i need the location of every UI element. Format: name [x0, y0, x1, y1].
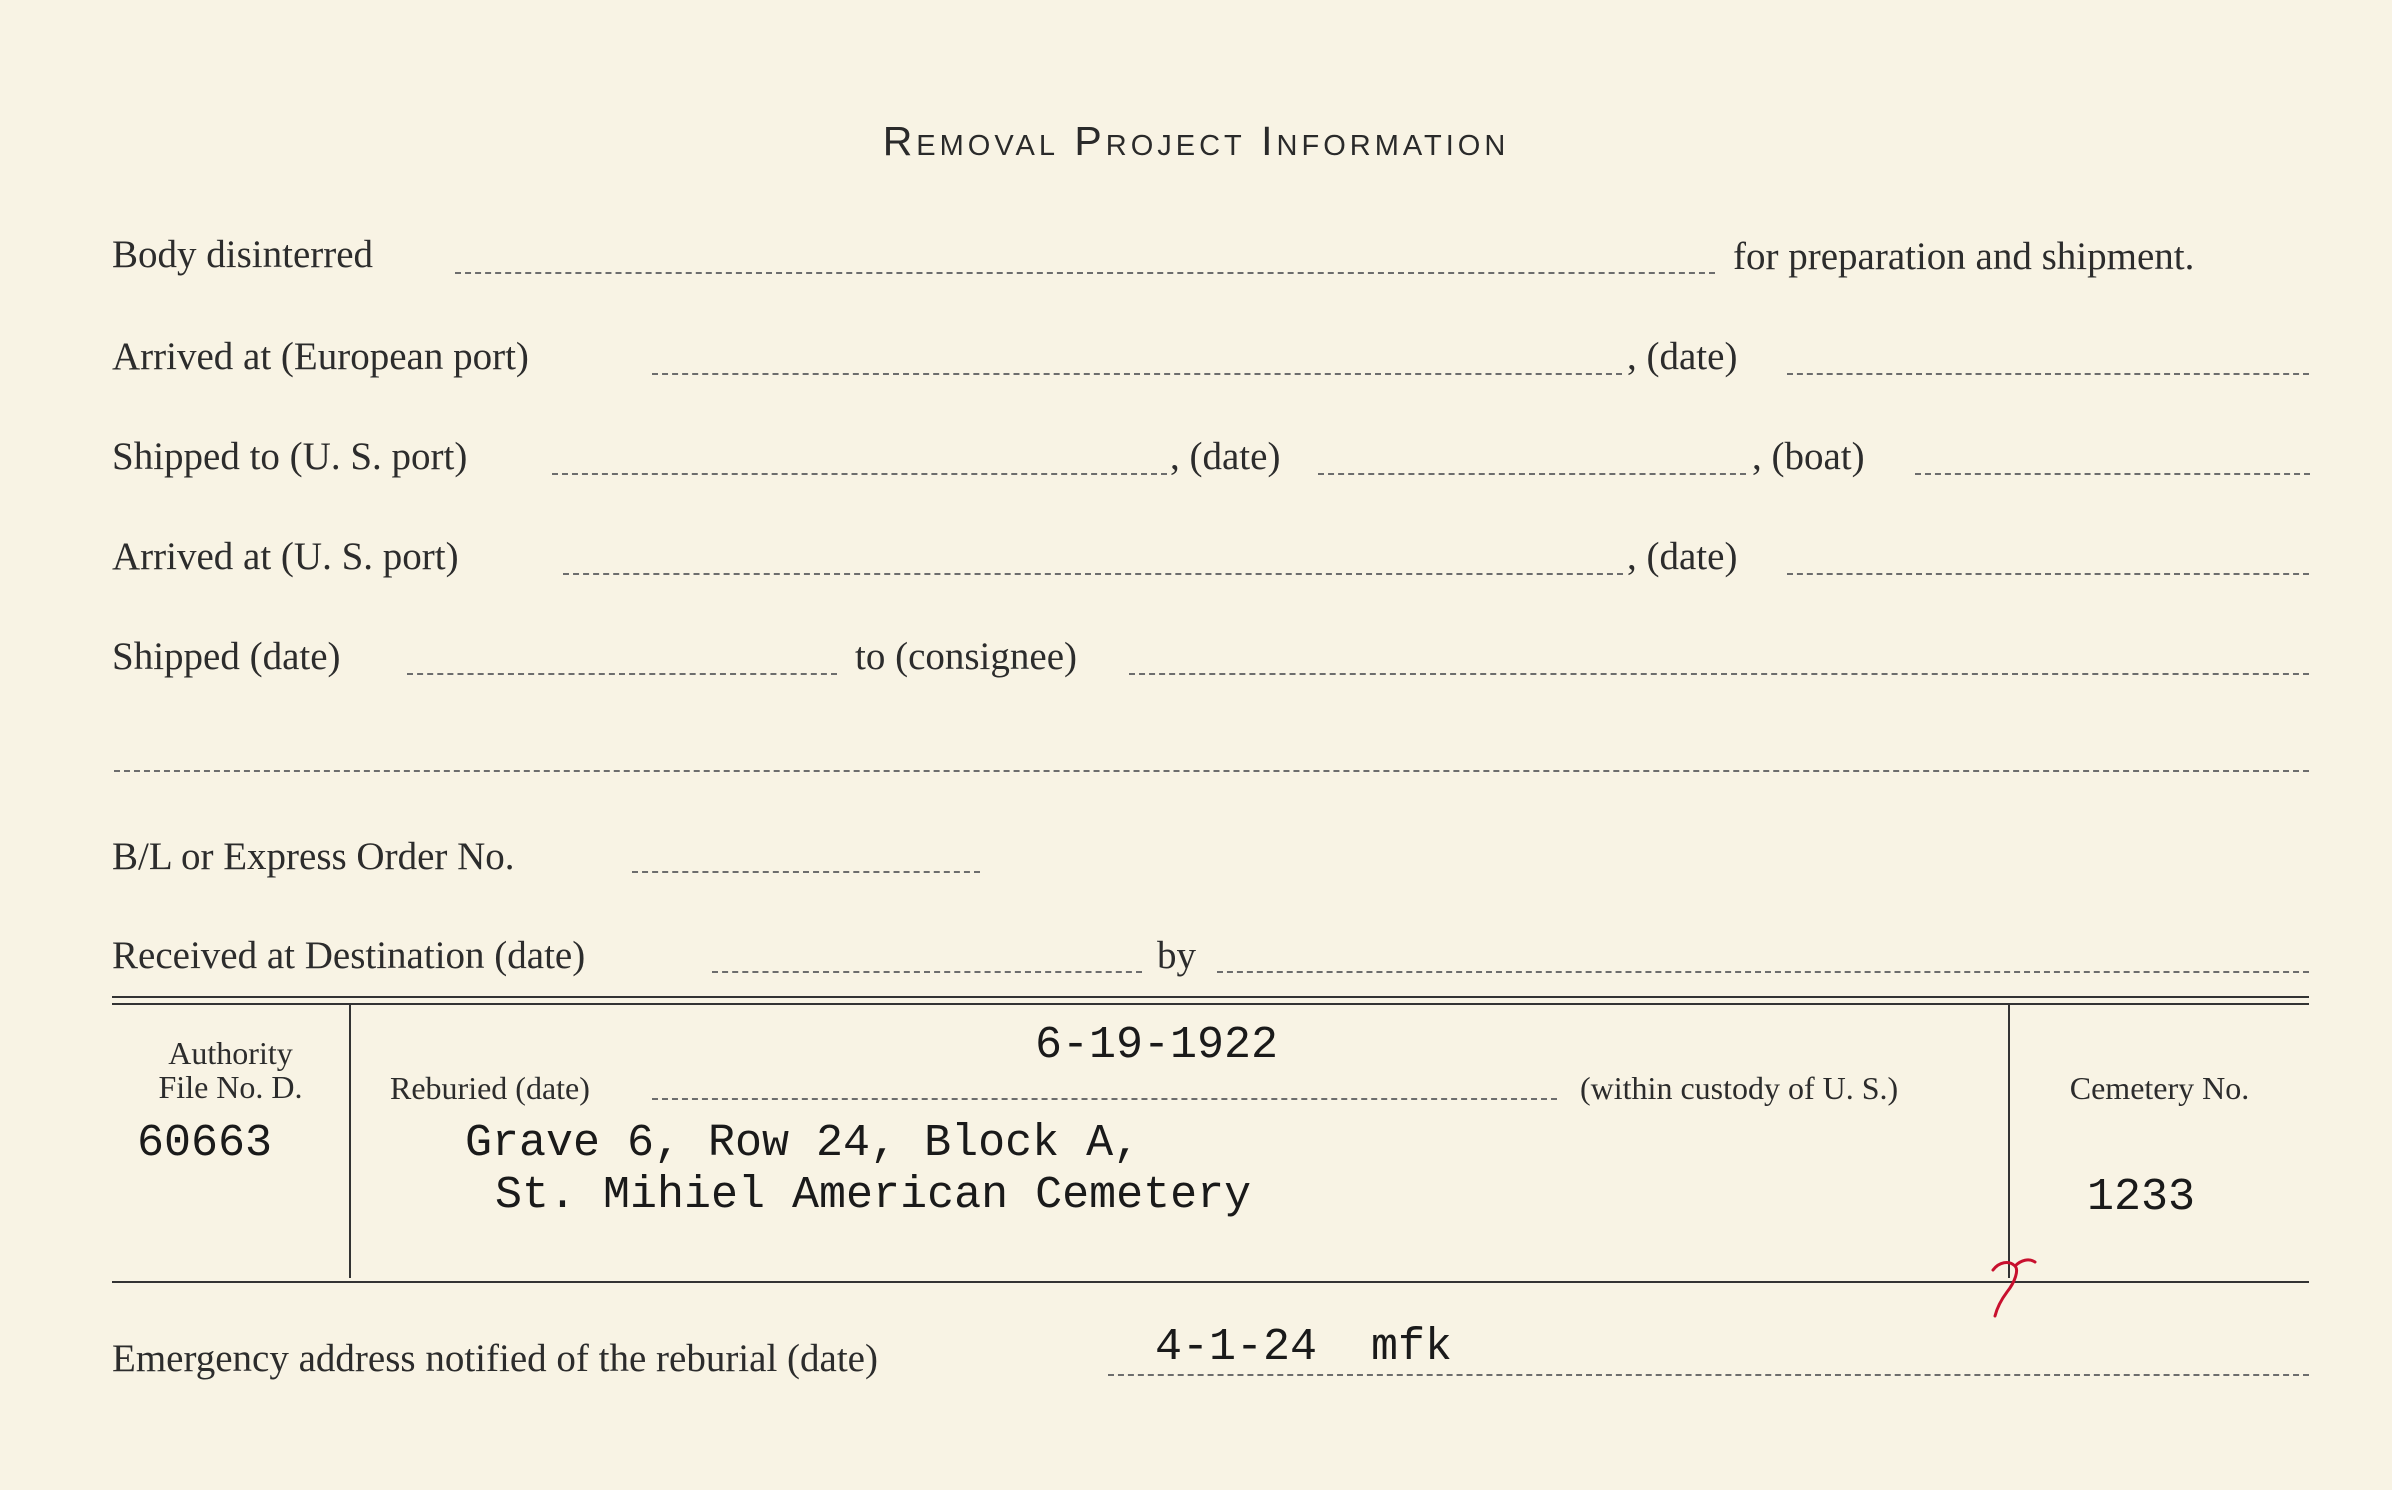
box-divider-right — [2008, 1005, 2010, 1278]
arrived-european-date-label: , (date) — [1627, 335, 1738, 378]
arrived-european-line — [652, 373, 1622, 375]
card-title: Removal Project Information — [882, 118, 1510, 164]
arrived-european-date-line — [1787, 373, 2309, 375]
boat-line — [1915, 473, 2310, 475]
cemetery-label: Cemetery No. — [2069, 1070, 2250, 1106]
arrived-us-date-label: , (date) — [1627, 535, 1738, 578]
cemetery-number: 1233 — [2087, 1172, 2196, 1223]
by-label: by — [1157, 934, 1196, 977]
box-top-rule-1 — [112, 996, 2309, 998]
box-bottom-rule — [112, 1281, 2309, 1283]
arrived-us-line — [563, 573, 1623, 575]
shipped-to-us-label: Shipped to (U. S. port) — [112, 435, 468, 478]
emergency-label: Emergency address notified of the reburial (date) — [112, 1337, 878, 1380]
consignee-line — [1129, 673, 2309, 675]
emergency-line — [1108, 1374, 2309, 1376]
continuation-line — [114, 770, 2309, 772]
shipped-to-us-line — [552, 473, 1167, 475]
shipped-date-label: Shipped (date) — [112, 635, 341, 678]
reburied-label: Reburied (date) — [390, 1070, 590, 1106]
to-consignee-label: to (consignee) — [855, 635, 1078, 678]
by-line — [1217, 971, 2309, 973]
received-destination-line — [712, 971, 1142, 973]
bl-order-line — [632, 871, 980, 873]
box-divider-left — [349, 1005, 351, 1278]
arrived-european-label: Arrived at (European port) — [112, 335, 529, 378]
authority-file-number: 60663 — [137, 1118, 273, 1169]
custody-label: (within custody of U. S.) — [1580, 1070, 1899, 1106]
body-disinterred-line — [455, 272, 1715, 274]
body-disinterred-label: Body disinterred — [112, 233, 374, 276]
grave-location-line-1: Grave 6, Row 24, Block A, — [465, 1118, 1141, 1169]
for-preparation-label: for preparation and shipment. — [1733, 235, 2195, 278]
arrived-us-date-line — [1787, 573, 2309, 575]
shipped-date-line-2 — [1318, 473, 1746, 475]
box-top-rule-2 — [112, 1003, 2309, 1005]
reburied-date-value: 6-19-1922 — [1035, 1020, 1279, 1071]
grave-location-line-2: St. Mihiel American Cemetery — [495, 1170, 1252, 1221]
boat-label: , (boat) — [1752, 435, 1865, 478]
shipped-date-label-2: , (date) — [1170, 435, 1281, 478]
arrived-us-label: Arrived at (U. S. port) — [112, 535, 459, 578]
reburied-line — [652, 1098, 1557, 1100]
received-destination-label: Received at Destination (date) — [112, 934, 586, 977]
red-check-mark-icon — [1985, 1252, 2045, 1327]
bl-order-label: B/L or Express Order No. — [112, 835, 515, 878]
emergency-value: 4-1-24 mfk — [1155, 1322, 1453, 1373]
shipped-date-line — [407, 673, 837, 675]
authority-label: Authority File No. D. — [158, 1035, 303, 1105]
